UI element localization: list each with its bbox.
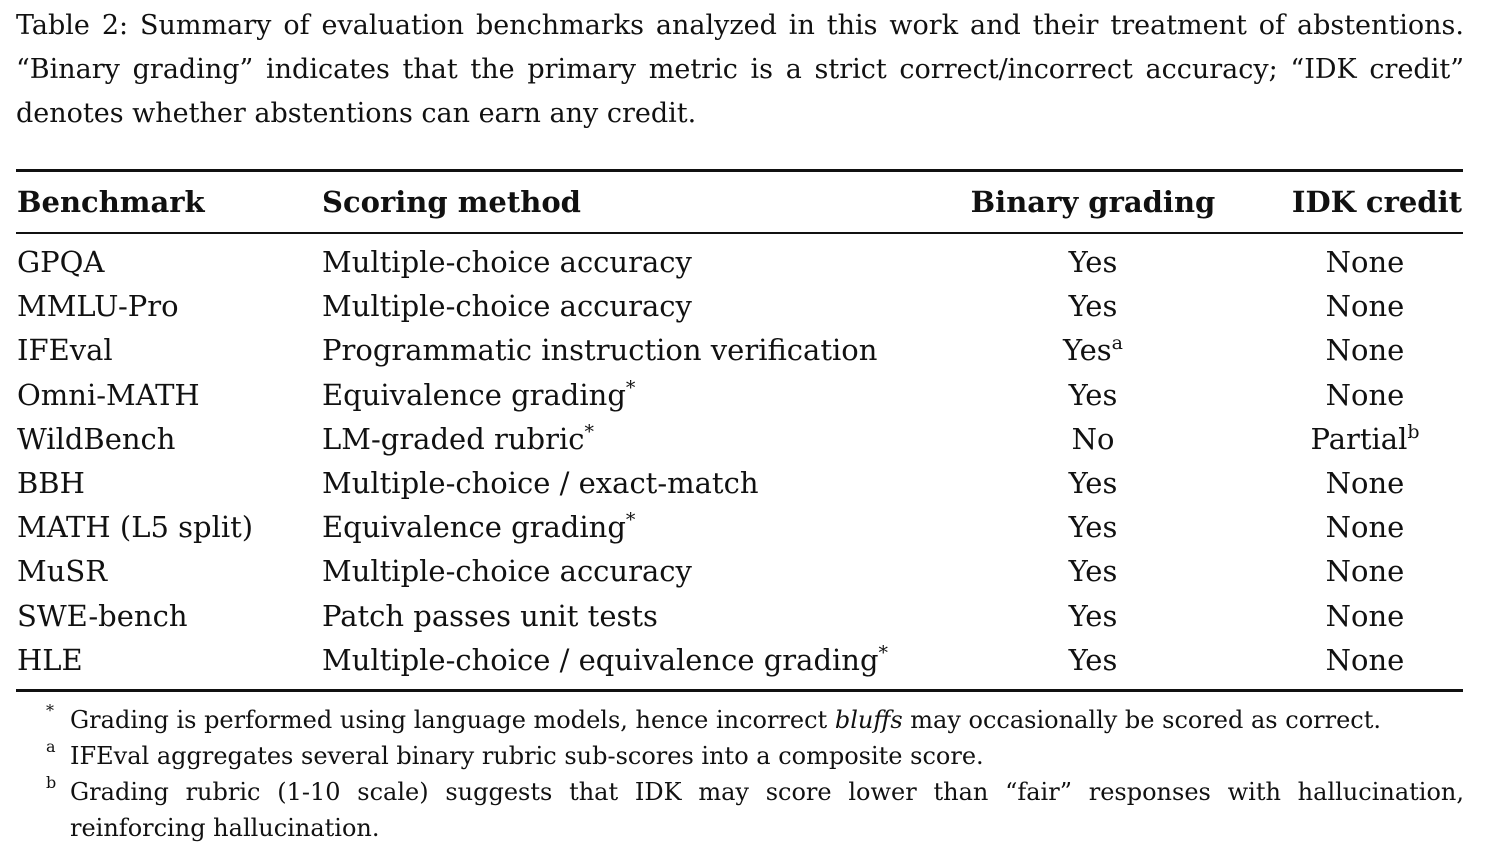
- header-idk-credit: IDK credit: [1291, 185, 1462, 219]
- cell-idk-credit: [1268, 638, 1462, 682]
- cell-scoring-method: [322, 505, 635, 549]
- cell-benchmark: [17, 240, 104, 284]
- footnote-text-part: Grading is performed using language models, hence incorrect: [70, 706, 835, 734]
- cell-binary-grading-text: Yes: [1068, 598, 1118, 633]
- cell-idk-credit-text: None: [1325, 289, 1405, 324]
- footnote-mark: *: [46, 701, 54, 720]
- cell-idk-credit-text: None: [1325, 466, 1405, 500]
- cell-benchmark-text: BBH: [17, 466, 85, 500]
- cell-scoring-method-text: LM-graded rubric: [322, 421, 585, 456]
- footnote-text: [70, 738, 1464, 774]
- cell-scoring-method: [322, 549, 692, 593]
- cell-scoring-method: [322, 594, 658, 638]
- cell-benchmark: [17, 284, 179, 328]
- cell-idk-credit-text: None: [1325, 598, 1405, 633]
- cell-benchmark: [17, 594, 188, 638]
- cell-idk-credit: [1268, 373, 1462, 417]
- header-scoring-method: Scoring method: [322, 185, 581, 219]
- cell-binary-grading-footnote-mark: a: [1111, 332, 1123, 355]
- cell-idk-credit-text: Partial: [1310, 421, 1408, 456]
- cell-binary-grading-text: No: [1071, 421, 1115, 456]
- cell-binary-grading: [960, 240, 1226, 284]
- cell-benchmark: [17, 373, 200, 417]
- cell-binary-grading: [960, 638, 1226, 682]
- header-binary-grading: Binary grading: [970, 185, 1216, 219]
- cell-benchmark: [17, 461, 85, 505]
- table-header-rule: [16, 232, 1463, 234]
- cell-scoring-method: [322, 417, 594, 461]
- cell-benchmark: [17, 417, 175, 461]
- footnote-text: [70, 774, 1464, 846]
- cell-idk-credit: [1268, 284, 1462, 328]
- cell-benchmark-text: HLE: [17, 642, 83, 677]
- cell-benchmark: [17, 328, 113, 372]
- cell-idk-credit-text: None: [1325, 554, 1405, 589]
- cell-binary-grading: [960, 594, 1226, 638]
- cell-scoring-method-text: Equivalence grading: [322, 510, 626, 545]
- cell-scoring-method: [322, 240, 692, 284]
- cell-benchmark-text: GPQA: [17, 245, 105, 279]
- cell-scoring-method-footnote-mark: *: [878, 641, 889, 664]
- cell-idk-credit-text: None: [1325, 333, 1405, 368]
- cell-benchmark-text: MuSR: [17, 554, 108, 589]
- cell-binary-grading-text: Yes: [1068, 510, 1118, 545]
- cell-scoring-method: [322, 638, 888, 682]
- cell-binary-grading-text: Yes: [1068, 466, 1118, 500]
- cell-scoring-method: [322, 373, 635, 417]
- cell-scoring-method: [322, 284, 692, 328]
- footnote: [16, 738, 1464, 774]
- cell-binary-grading-text: Yes: [1068, 245, 1118, 279]
- cell-scoring-method-footnote-mark: *: [625, 509, 636, 532]
- cell-binary-grading: [960, 417, 1226, 461]
- cell-scoring-method-text: Multiple-choice accuracy: [322, 289, 692, 324]
- cell-idk-credit-footnote-mark: b: [1407, 420, 1420, 443]
- cell-binary-grading-text: Yes: [1068, 377, 1118, 412]
- cell-binary-grading: [960, 505, 1226, 549]
- table-bottom-rule: [16, 689, 1463, 692]
- footnote-mark: b: [46, 773, 57, 792]
- cell-scoring-method: [322, 461, 759, 505]
- cell-benchmark-text: MATH (L5 split): [17, 510, 254, 545]
- cell-idk-credit-text: None: [1325, 510, 1405, 545]
- cell-binary-grading: [960, 328, 1226, 372]
- cell-scoring-method-text: Patch passes unit tests: [322, 598, 658, 633]
- cell-scoring-method-footnote-mark: *: [625, 376, 636, 399]
- cell-scoring-method-text: Programmatic instruction verification: [322, 333, 878, 368]
- table-top-rule: [16, 169, 1463, 172]
- cell-binary-grading: [960, 373, 1226, 417]
- cell-benchmark-text: IFEval: [17, 333, 113, 368]
- footnote-text: [70, 702, 1464, 738]
- footnote-emphasis: bluffs: [834, 706, 903, 734]
- cell-idk-credit: [1268, 594, 1462, 638]
- cell-scoring-method-footnote-mark: *: [584, 420, 594, 443]
- cell-idk-credit: [1268, 549, 1462, 593]
- cell-binary-grading-text: Yes: [1068, 554, 1118, 589]
- cell-idk-credit: [1268, 417, 1462, 461]
- cell-binary-grading: [960, 284, 1226, 328]
- cell-benchmark-text: SWE-bench: [17, 598, 188, 633]
- cell-idk-credit-text: None: [1325, 642, 1405, 677]
- footnote-text-part: may occasionally be scored as correct.: [902, 706, 1382, 734]
- cell-scoring-method-text: Multiple-choice / exact-match: [322, 466, 759, 500]
- table-footnotes: [16, 702, 1464, 846]
- cell-idk-credit: [1268, 240, 1462, 284]
- cell-idk-credit: [1268, 328, 1462, 372]
- cell-idk-credit: [1268, 505, 1462, 549]
- cell-binary-grading-text: Yes: [1068, 289, 1118, 324]
- cell-idk-credit: [1268, 461, 1462, 505]
- cell-scoring-method: [322, 328, 877, 372]
- cell-binary-grading: [960, 549, 1226, 593]
- footnote: [16, 774, 1464, 846]
- cell-benchmark-text: MMLU-Pro: [17, 289, 179, 324]
- header-benchmark: Benchmark: [17, 185, 205, 219]
- cell-binary-grading: [960, 461, 1226, 505]
- cell-idk-credit-text: None: [1325, 245, 1405, 279]
- footnote: [16, 702, 1464, 738]
- table-caption: Table 2: Summary of evaluation benchmarks analyzed in this work and their treatment of abstentions. “Binary grading” indicates that the primary metric is a strict correct/incorrect accuracy; “IDK credit” denotes whether abstentions can earn any credit.: [16, 10, 1464, 129]
- cell-scoring-method-text: Multiple-choice / equivalence grading: [322, 642, 879, 677]
- cell-binary-grading-text: Yes: [1068, 642, 1118, 677]
- cell-benchmark: [17, 638, 83, 682]
- cell-benchmark-text: WildBench: [17, 421, 176, 456]
- cell-benchmark-text: Omni-MATH: [17, 377, 200, 412]
- footnote-text-part: Grading rubric (1-10 scale) suggests that IDK may score lower than “fair” responses with hallucination, reinforcing hallucination.: [70, 778, 1464, 842]
- cell-idk-credit-text: None: [1325, 377, 1405, 412]
- footnote-text-part: IFEval aggregates several binary rubric sub-scores into a composite score.: [70, 742, 984, 770]
- cell-benchmark: [17, 549, 107, 593]
- footnote-mark: a: [46, 737, 56, 756]
- cell-scoring-method-text: Multiple-choice accuracy: [322, 245, 692, 279]
- cell-binary-grading-text: Yes: [1063, 333, 1112, 368]
- cell-scoring-method-text: Equivalence grading: [322, 377, 626, 412]
- cell-scoring-method-text: Multiple-choice accuracy: [322, 554, 692, 589]
- cell-benchmark: [17, 505, 253, 549]
